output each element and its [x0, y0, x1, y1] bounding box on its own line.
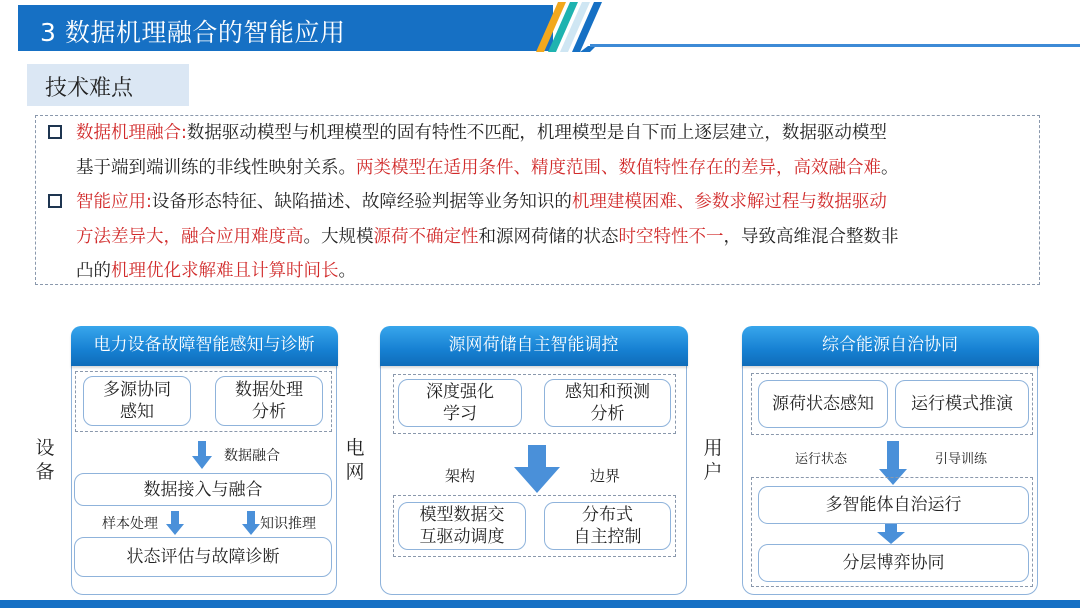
title-underline: [590, 44, 1080, 47]
top-node-group: [751, 373, 1033, 435]
node-multi-agent-operation: 多智能体自治运行: [758, 486, 1029, 524]
node-state-evaluation: 状态评估与故障诊断: [74, 537, 332, 577]
node-data-access-fusion: 数据接入与融合: [74, 473, 332, 506]
title-bar: [18, 5, 553, 51]
label-architecture: 架构: [445, 467, 476, 485]
label-data-fusion: 数据融合: [224, 448, 280, 464]
difficulty-title: 智能应用:: [76, 192, 152, 212]
node-model-data-dispatch: 模型数据交 互驱动调度: [398, 502, 526, 550]
page-title: 3 数据机理融合的智能应用: [40, 18, 346, 47]
node-multi-source-sensing: 多源协同 感知: [83, 376, 191, 426]
node-hierarchical-game: 分层博弈协同: [758, 544, 1029, 582]
panel-device-diagnosis: [71, 326, 337, 595]
arrow-down-icon: [242, 511, 260, 535]
side-label-grid: 电 网: [345, 437, 365, 483]
bottom-node-group: [751, 477, 1033, 587]
bottom-node-group: [393, 495, 676, 557]
node-distributed-control: 分布式 自主控制: [544, 502, 671, 550]
checkbox-bullet-icon: [48, 194, 62, 208]
node-operation-mode-deduction: 运行模式推演: [895, 380, 1029, 428]
node-deep-rl: 深度强化 学习: [398, 379, 522, 427]
node-source-load-sensing: 源荷状态感知: [758, 380, 888, 428]
section-label-text: 技术难点: [45, 76, 134, 101]
panel-title: 源网荷储自主智能调控: [380, 326, 688, 366]
panel-energy-autonomy: [742, 326, 1038, 595]
difficulties-box: [35, 115, 1040, 285]
label-operation-state: 运行状态: [795, 452, 848, 467]
difficulty-item-application: 智能应用:设备形态特征、缺陷描述、故障经验判据等业务知识的机理建模困难、参数求解过程与数据驱动 方法差异大，融合应用难度高。大规模源荷不确定性和源网荷储的状态时空特性不一，导致高维混合整数非 凸的机理优化求解难且计算时间长。: [48, 185, 1023, 289]
bottom-bar: [0, 600, 1080, 608]
panel-title: 电力设备故障智能感知与诊断: [71, 326, 338, 366]
section-label: [27, 64, 189, 106]
arrow-down-icon: [192, 441, 212, 469]
label-sample-processing: 样本处理: [102, 516, 158, 532]
difficulty-title: 数据机理融合:: [76, 123, 187, 143]
checkbox-bullet-icon: [48, 125, 62, 139]
large-arrow-down-icon: [514, 445, 560, 493]
panel-title: 综合能源自治协同: [742, 326, 1039, 366]
difficulty-item-fusion: 数据机理融合:数据驱动模型与机理模型的固有特性不匹配，机理模型是自下而上逐层建立，数据驱动模型 基于端到端训练的非线性映射关系。两类模型在适用条件、精度范围、数值特性存在的差异，高效融合难。: [48, 116, 1023, 185]
arrow-down-icon: [877, 524, 905, 544]
label-boundary: 边界: [590, 467, 621, 485]
panel-grid-control: [380, 326, 687, 595]
label-guided-training: 引导训练: [935, 452, 988, 467]
arrow-down-icon: [166, 511, 184, 535]
side-label-device: 设 备: [35, 437, 55, 483]
decorative-stripes-icon: [528, 0, 618, 56]
top-node-group: [393, 374, 676, 434]
node-data-processing: 数据处理 分析: [215, 376, 323, 426]
top-node-group: [75, 371, 332, 432]
side-label-user: 用 户: [703, 437, 723, 483]
label-knowledge-reasoning: 知识推理: [260, 516, 316, 532]
node-perception-forecast: 感知和预测 分析: [544, 379, 671, 427]
